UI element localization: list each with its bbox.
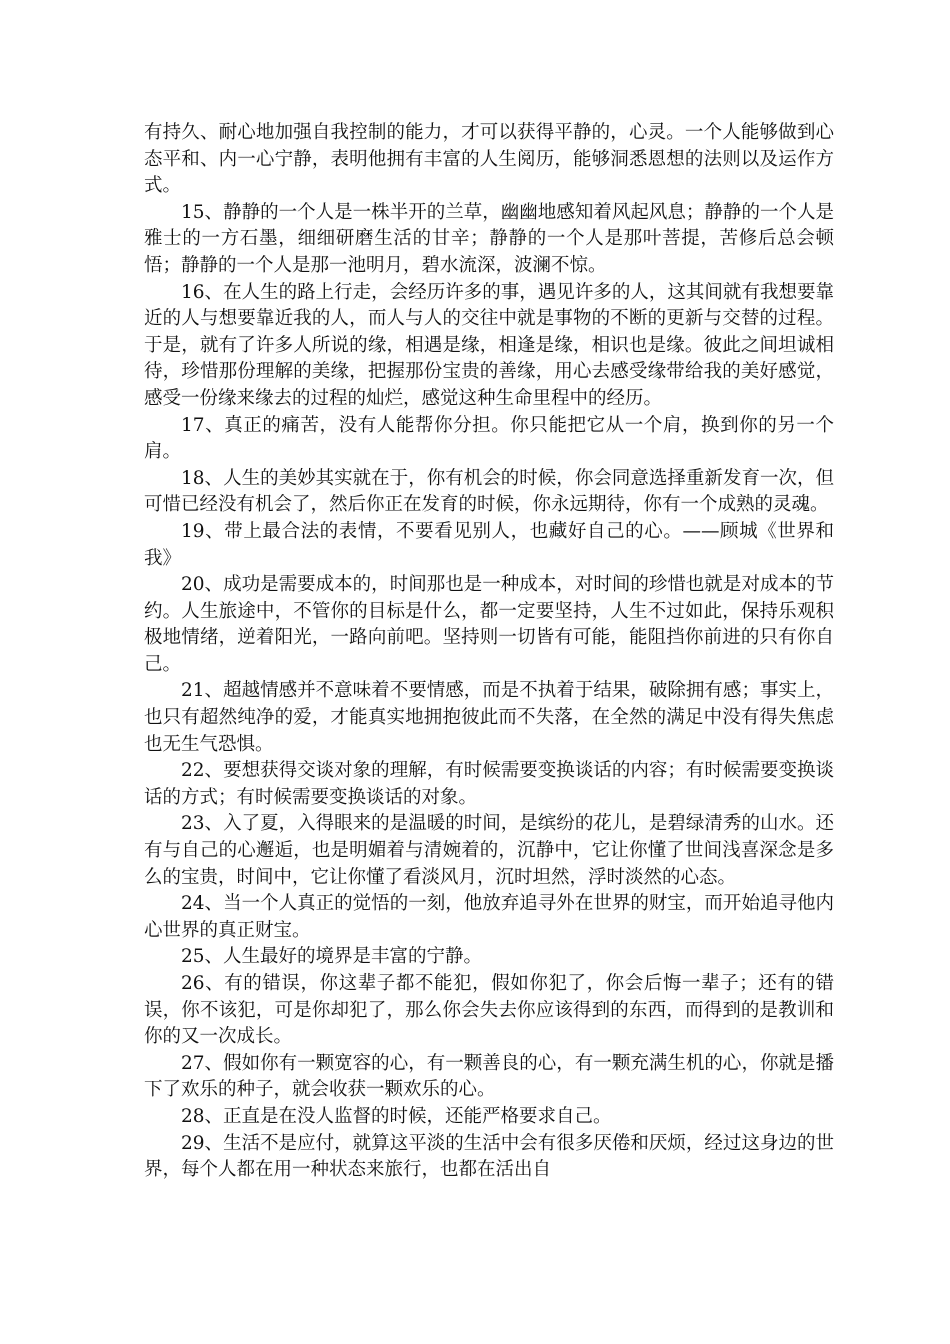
paragraph-25: 25、人生最好的境界是丰富的宁静。 <box>181 946 483 968</box>
paragraph-19: 19、带上最合法的表情，不要看见别人，也藏好自己的心。——顾城《世界和我》 <box>144 520 834 569</box>
paragraph-18: 18、人生的美妙其实就在于，你有机会的时候，你会同意选择重新发育一次，但可惜已经没有机会了，然后你正在发育的时候，你永远期待，你有一个成熟的灵魂。 <box>144 467 834 516</box>
paragraph-17: 17、真正的痛苦，没有人能帮你分担。你只能把它从一个肩，换到你的另一个肩。 <box>144 414 834 463</box>
paragraph-26: 26、有的错误，你这辈子都不能犯，假如你犯了，你会后悔一辈子；还有的错误，你不该犯，可是你却犯了，那么你会失去你应该得到的东西，而得到的是教训和你的又一次成长。 <box>144 973 834 1048</box>
paragraph-15: 15、静静的一个人是一株半开的兰草，幽幽地感知着风起风息；静静的一个人是雅士的一方石墨，细细研磨生活的甘辛；静静的一个人是那叶菩提，苦修后总会顿悟；静静的一个人是那一池明月，碧水流深，波澜不惊。 <box>144 201 834 276</box>
paragraph-16: 16、在人生的路上行走，会经历许多的事，遇见许多的人，这其间就有我想要靠近的人与想要靠近我的人，而人与人的交往中就是事物的不断的更新与交替的过程。于是，就有了许多人所说的缘，相遇是缘，相逢是缘，相识也是缘。彼此之间坦诚相待，珍惜那份理解的美缘，把握那份宝贵的善缘，用心去感受缘带给我的美好感觉，感受一份缘来缘去的过程的灿烂，感觉这种生命里程中的经历。 <box>144 281 834 409</box>
paragraph-continuation: 有持久、耐心地加强自我控制的能力，才可以获得平静的，心灵。一个人能够做到心态平和、内一心宁静，表明他拥有丰富的人生阅历，能够洞悉恩想的法则以及运作方式。 <box>144 122 834 197</box>
paragraph-27: 27、假如你有一颗宽容的心，有一颗善良的心，有一颗充满生机的心，你就是播下了欢乐的种子，就会收获一颗欢乐的心。 <box>144 1052 834 1101</box>
paragraph-21: 21、超越情感并不意味着不要情感，而是不执着于结果，破除拥有感；事实上，也只有超然纯净的爱，才能真实地拥抱彼此而不失落，在全然的满足中没有得失焦虑也无生气恐惧。 <box>144 680 834 755</box>
paragraph-28: 28、正直是在没人监督的时候，还能严格要求自己。 <box>181 1105 612 1127</box>
paragraph-24: 24、当一个人真正的觉悟的一刻，他放弃追寻外在世界的财宝，而开始追寻他内心世界的真正财宝。 <box>144 893 834 941</box>
paragraph-20: 20、成功是需要成本的，时间那也是一种成本，对时间的珍惜也就是对成本的节约。人生旅途中，不管你的目标是什么，都一定要坚持，人生不过如此，保持乐观积极地情绪，逆着阳光，一路向前吧。坚持则一切皆有可能，能阻挡你前进的只有你自己。 <box>144 574 834 675</box>
document-page <box>144 120 834 1184</box>
paragraph-29: 29、生活不是应付，就算这平淡的生活中会有很多厌倦和厌烦，经过这身边的世界，每个人都在用一种状态来旅行，也都在活出自 <box>144 1132 834 1181</box>
paragraph-23: 23、入了夏，入得眼来的是温暖的时间，是缤纷的花儿，是碧绿清秀的山水。还有与自己的心邂逅，也是明媚着与清婉着的，沉静中，它让你懂了世间浅喜深念是多么的宝贵，时间中，它让你懂了看淡风月，沉时坦然，浮时淡然的心态。 <box>144 813 834 888</box>
paragraph-22: 22、要想获得交谈对象的理解，有时候需要变换谈话的内容；有时候需要变换谈话的方式；有时候需要变换谈话的对象。 <box>144 760 834 808</box>
